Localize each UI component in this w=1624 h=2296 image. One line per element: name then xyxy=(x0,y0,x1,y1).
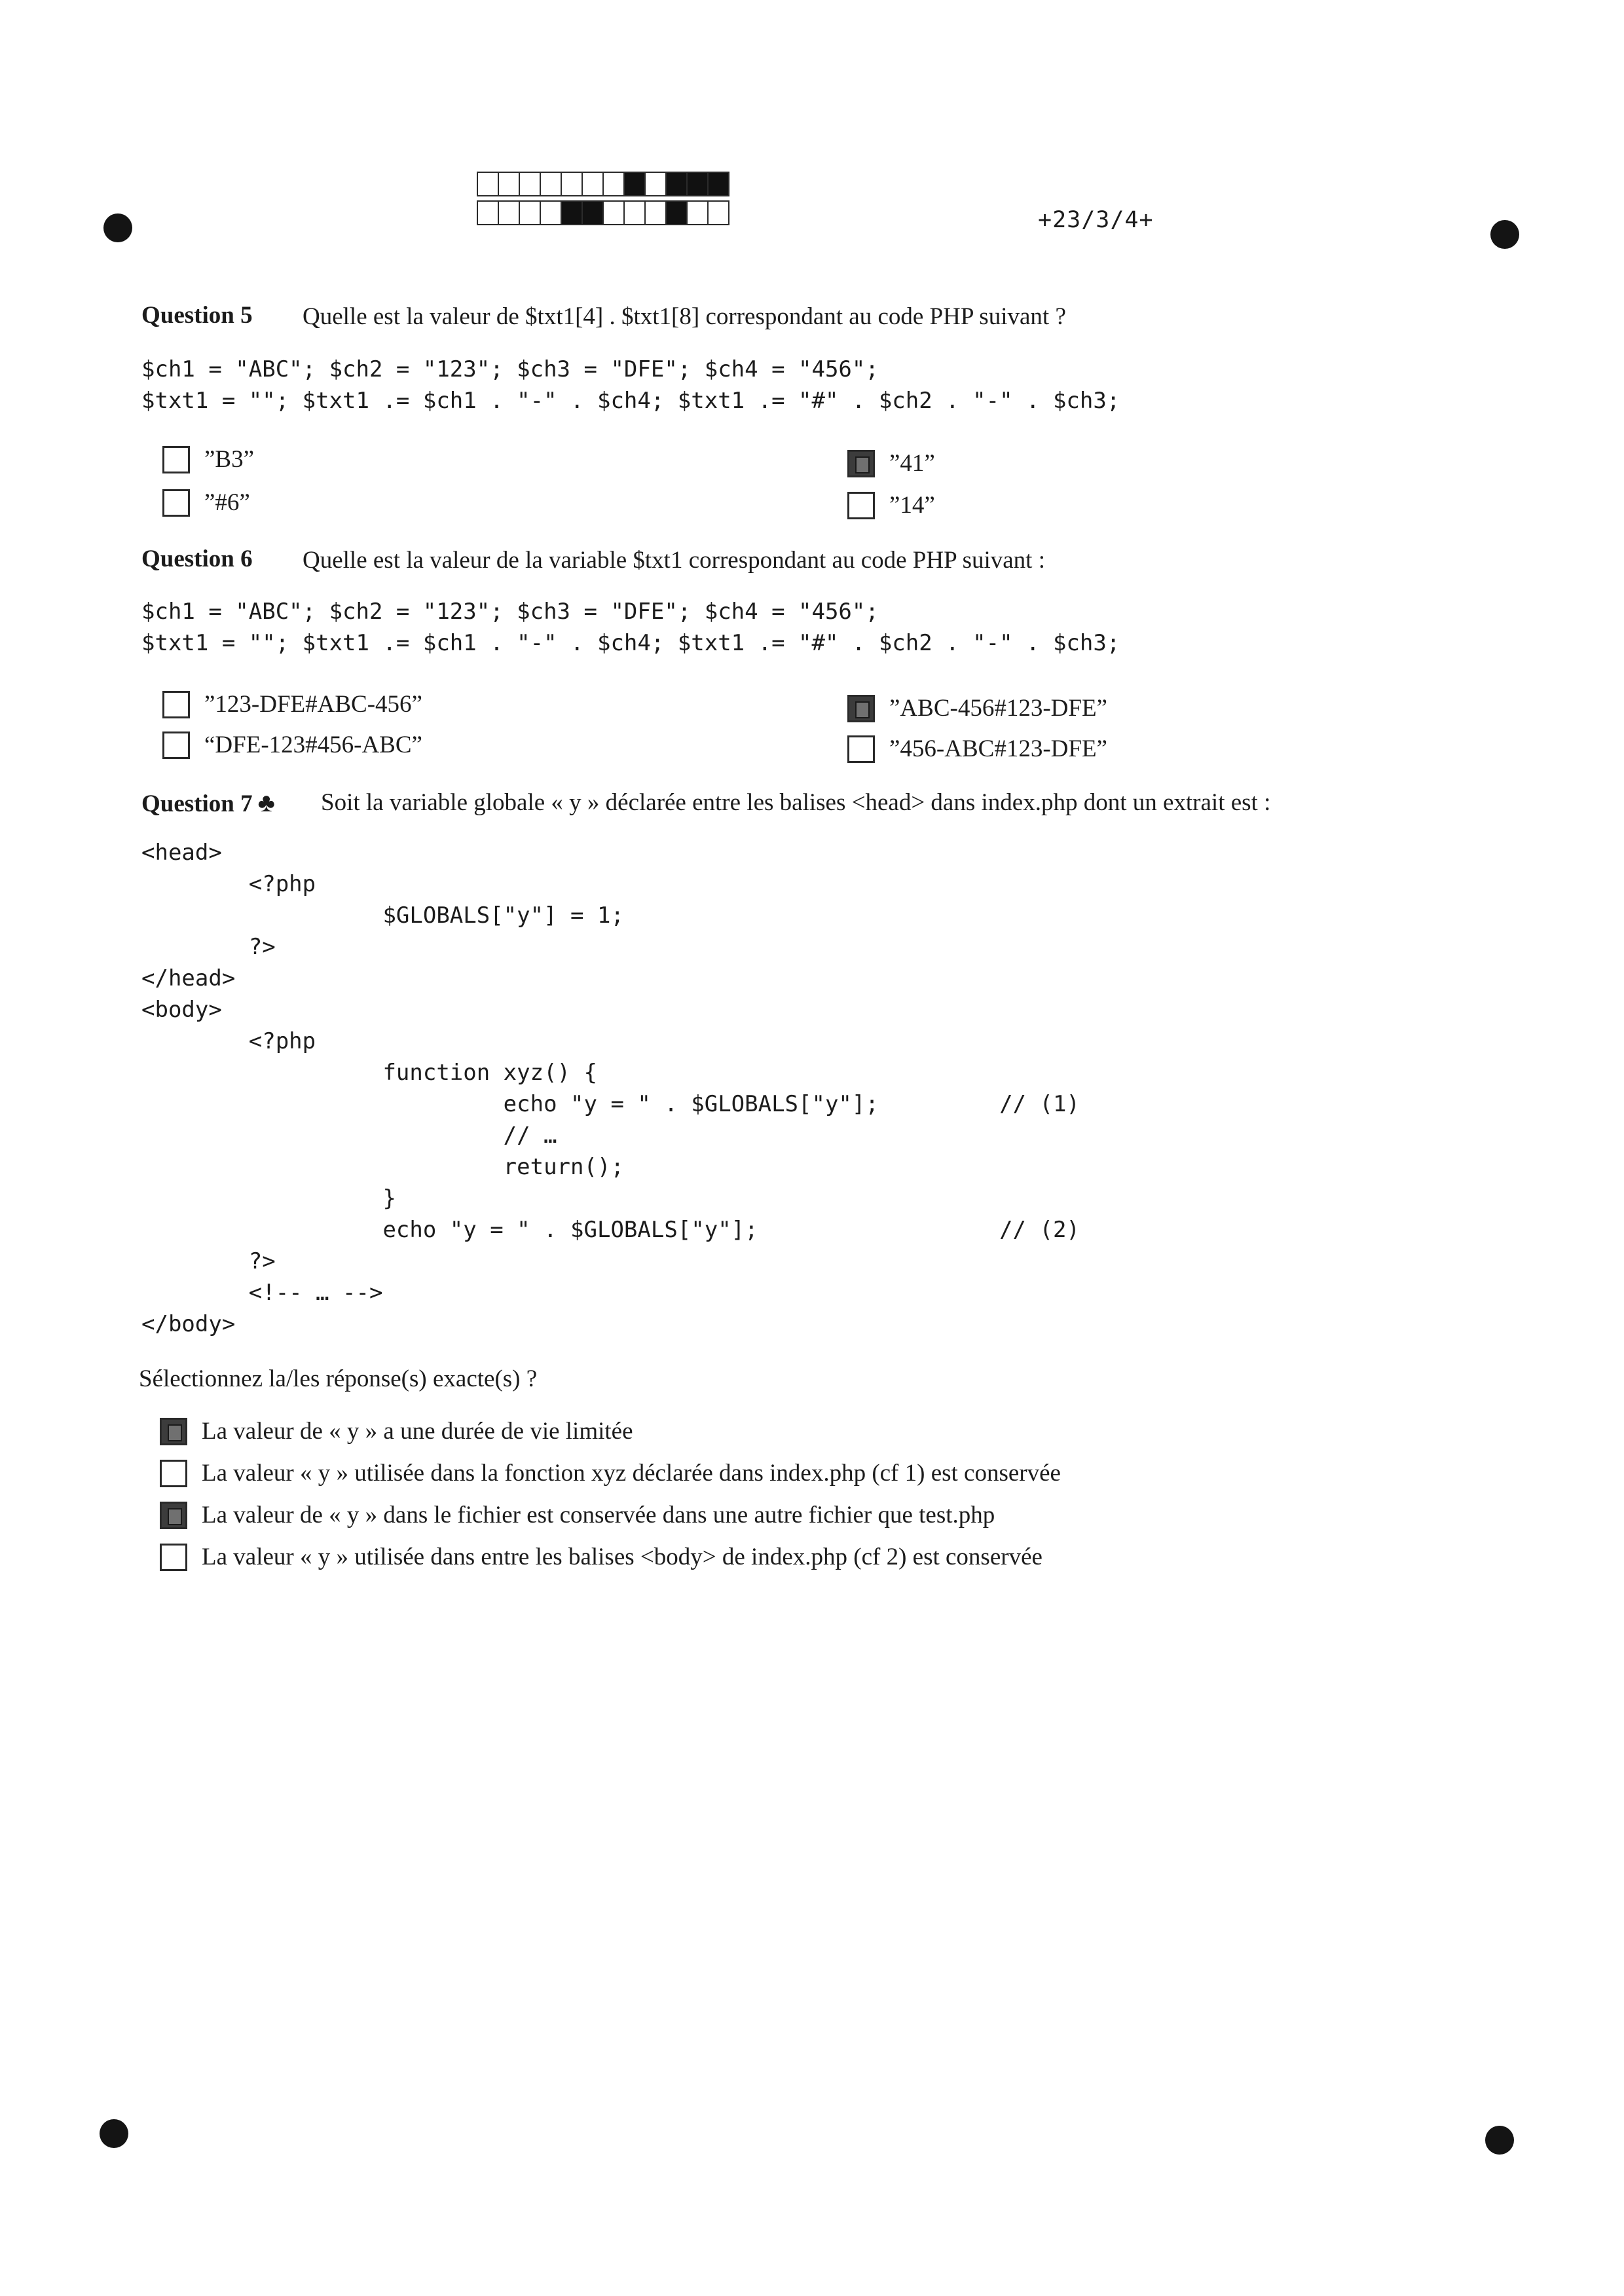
code-cell-empty xyxy=(602,172,625,196)
q5-choice-1[interactable] xyxy=(162,445,254,473)
q6-choice-2[interactable] xyxy=(847,694,1107,722)
code-line: // … xyxy=(141,1122,557,1149)
code-cell-empty xyxy=(644,172,667,196)
question-7-text: Soit la variable globale « y » déclarée entre les balises <head> dans index.php dont un extrait est : xyxy=(321,789,1271,816)
code-line: return(); xyxy=(141,1154,624,1180)
code-line: ?> xyxy=(141,934,276,960)
code-line: function xyz() { xyxy=(141,1060,597,1086)
choice-label: ”41” xyxy=(889,450,935,477)
q5-choice-4[interactable] xyxy=(847,491,935,519)
choice-label: La valeur « y » utilisée dans entre les balises <body> de index.php (cf 2) est conservée xyxy=(202,1544,1043,1570)
question-6-code-line-2: $txt1 = ""; $txt1 .= $ch1 . "-" . $ch4; $txt1 .= "#" . $ch2 . "-" . $ch3; xyxy=(141,630,1120,656)
code-line: echo "y = " . $GLOBALS["y"]; // (1) xyxy=(141,1091,1080,1117)
q5-choice-2[interactable] xyxy=(847,449,935,477)
code-cell-empty xyxy=(561,172,583,196)
code-line: <?php xyxy=(141,871,316,897)
checkbox[interactable] xyxy=(162,731,190,759)
code-line: echo "y = " . $GLOBALS["y"]; // (2) xyxy=(141,1217,1080,1243)
question-5-heading xyxy=(141,301,253,329)
club-icon: ♣ xyxy=(257,788,275,817)
choice-label: La valeur de « y » dans le fichier est conservée dans une autre fichier que test.php xyxy=(202,1502,995,1528)
choice-label: ”#6” xyxy=(204,489,250,516)
choice-label: La valeur de « y » a une durée de vie limitée xyxy=(202,1418,633,1445)
question-6-heading xyxy=(141,545,253,573)
q7-choice-2[interactable] xyxy=(160,1459,1061,1487)
question-5-text: Quelle est la valeur de $txt1[4] . $txt1[8] correspondant au code PHP suivant ? xyxy=(303,303,1066,330)
code-cell-filled xyxy=(665,200,688,225)
question-6-code-line-1: $ch1 = "ABC"; $ch2 = "123"; $ch3 = "DFE"; $ch4 = "456"; xyxy=(141,599,879,625)
choice-label: ”B3” xyxy=(204,446,255,473)
corner-mark-top-left xyxy=(103,213,132,242)
code-line: $GLOBALS["y"] = 1; xyxy=(141,902,624,929)
choice-label: La valeur « y » utilisée dans la fonction xyz déclarée dans index.php (cf 1) est conservée xyxy=(202,1460,1061,1487)
q5-choice-3[interactable] xyxy=(162,489,250,517)
code-cell-filled xyxy=(623,172,646,196)
question-6-text: Quelle est la valeur de la variable $txt1 correspondant au code PHP suivant : xyxy=(303,547,1045,574)
choice-label: “DFE-123#456-ABC” xyxy=(204,731,422,758)
code-cell-filled xyxy=(561,200,583,225)
choice-label: ”123-DFE#ABC-456” xyxy=(204,691,422,718)
code-cell-empty xyxy=(477,172,499,196)
checkbox-checked[interactable] xyxy=(160,1502,187,1529)
code-cell-empty xyxy=(644,200,667,225)
checkbox-checked[interactable] xyxy=(847,695,875,722)
corner-mark-bottom-right xyxy=(1485,2126,1514,2155)
code-cell-empty xyxy=(602,200,625,225)
code-cell-empty xyxy=(498,200,520,225)
q6-choice-3[interactable] xyxy=(162,731,422,759)
code-cell-empty xyxy=(686,200,709,225)
question-7-code xyxy=(141,837,1080,1340)
q7-choice-1[interactable] xyxy=(160,1417,633,1445)
choice-label: ”14” xyxy=(889,492,935,519)
code-line: </head> xyxy=(141,965,236,991)
code-line: </body> xyxy=(141,1311,236,1337)
question-7-label: Question 7 xyxy=(141,790,253,817)
checkbox[interactable] xyxy=(162,446,190,473)
checkbox[interactable] xyxy=(162,489,190,517)
code-line: ?> xyxy=(141,1248,276,1274)
q7-choice-4[interactable] xyxy=(160,1543,1043,1571)
code-cell-filled xyxy=(686,172,709,196)
checkbox[interactable] xyxy=(162,691,190,718)
id-code-grid-row-1 xyxy=(478,172,729,196)
code-cell-empty xyxy=(707,200,729,225)
question-5-label: Question 5 xyxy=(141,302,253,329)
code-line: <body> xyxy=(141,997,222,1023)
corner-mark-bottom-left xyxy=(100,2119,128,2148)
checkbox-checked[interactable] xyxy=(160,1418,187,1445)
q6-choice-1[interactable] xyxy=(162,690,422,718)
choice-label: ”456-ABC#123-DFE” xyxy=(889,735,1107,762)
checkbox[interactable] xyxy=(847,492,875,519)
code-line: <head> xyxy=(141,840,222,866)
code-cell-empty xyxy=(519,172,541,196)
id-code-grid-row-2 xyxy=(478,200,729,225)
corner-mark-top-right xyxy=(1490,220,1519,249)
checkbox-checked[interactable] xyxy=(847,450,875,477)
code-cell-empty xyxy=(540,200,562,225)
question-7-instruction: Sélectionnez la/les réponse(s) exacte(s) ? xyxy=(139,1365,538,1392)
code-cell-empty xyxy=(623,200,646,225)
code-cell-filled xyxy=(581,200,604,225)
code-cell-empty xyxy=(498,172,520,196)
page-number: +23/3/4+ xyxy=(1038,207,1154,233)
q6-choice-4[interactable] xyxy=(847,735,1107,763)
checkbox[interactable] xyxy=(160,1460,187,1487)
question-6-label: Question 6 xyxy=(141,546,253,572)
code-cell-filled xyxy=(665,172,688,196)
code-cell-empty xyxy=(540,172,562,196)
question-7-heading xyxy=(141,787,275,818)
checkbox[interactable] xyxy=(160,1544,187,1571)
code-cell-filled xyxy=(707,172,729,196)
code-cell-empty xyxy=(477,200,499,225)
code-line: <!-- … --> xyxy=(141,1280,383,1306)
checkbox[interactable] xyxy=(847,735,875,763)
question-5-code-line-1: $ch1 = "ABC"; $ch2 = "123"; $ch3 = "DFE"; $ch4 = "456"; xyxy=(141,356,879,382)
code-line: } xyxy=(141,1185,396,1212)
code-cell-empty xyxy=(519,200,541,225)
code-cell-empty xyxy=(581,172,604,196)
code-line: <?php xyxy=(141,1028,316,1054)
q7-choice-3[interactable] xyxy=(160,1501,995,1529)
choice-label: ”ABC-456#123-DFE” xyxy=(889,695,1107,722)
question-5-code-line-2: $txt1 = ""; $txt1 .= $ch1 . "-" . $ch4; $txt1 .= "#" . $ch2 . "-" . $ch3; xyxy=(141,388,1120,414)
